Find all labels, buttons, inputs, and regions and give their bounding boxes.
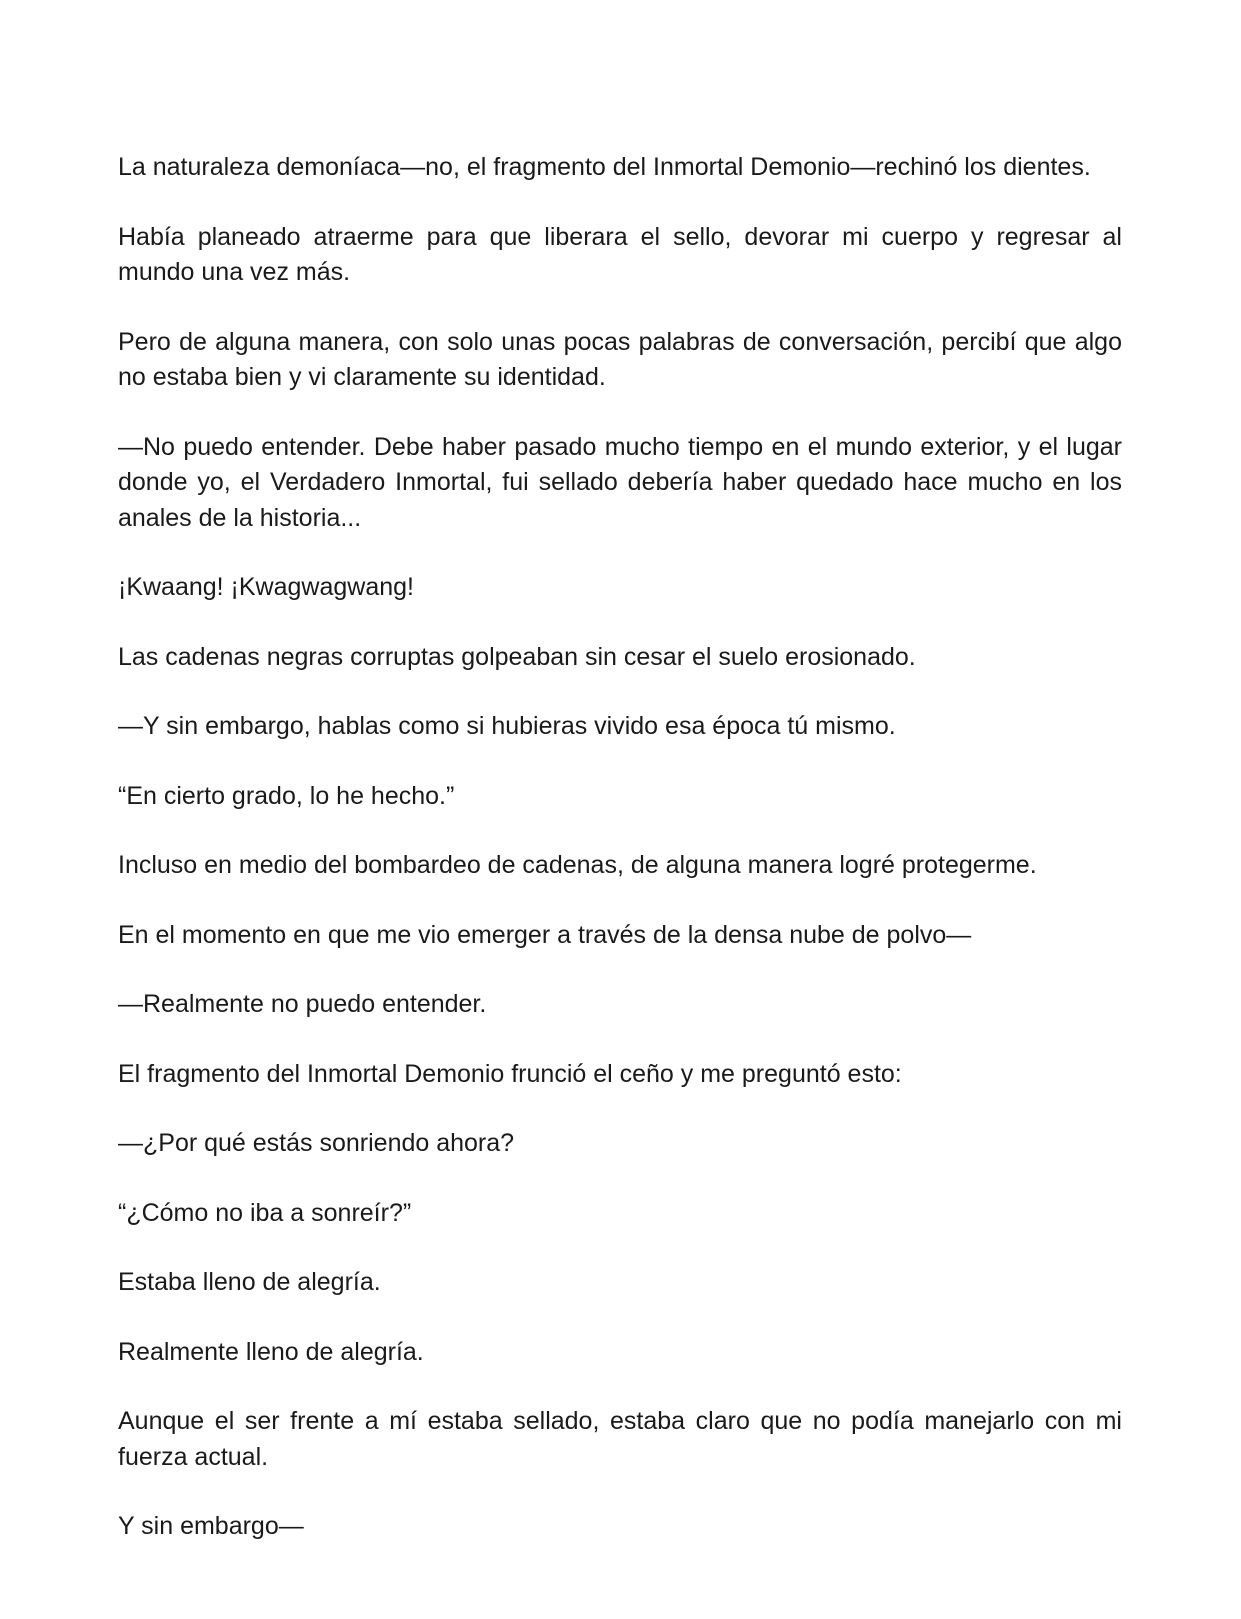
paragraph: “¿Cómo no iba a sonreír?”	[118, 1198, 412, 1227]
paragraph: Las cadenas negras corruptas golpeaban sin cesar el suelo erosionado.	[118, 642, 916, 671]
paragraph: El fragmento del Inmortal Demonio frunció el ceño y me preguntó esto:	[118, 1059, 902, 1088]
paragraph: Estaba lleno de alegría.	[118, 1268, 381, 1296]
paragraph: —Realmente no puedo entender.	[118, 990, 487, 1018]
paragraph: ¡Kwaang! ¡Kwagwagwang!	[118, 573, 414, 601]
paragraph: Aunque el ser frente a mí estaba sellado, estaba claro que no podía manejarlo con mi fuerza actual.	[118, 1407, 1122, 1471]
paragraph: Realmente lleno de alegría.	[118, 1337, 424, 1366]
paragraph: “En cierto grado, lo he hecho.”	[118, 781, 455, 810]
paragraph: —No puedo entender. Debe haber pasado mucho tiempo en el mundo exterior, y el lugar donde yo, el Verdadero Inmortal, fui sellado debería haber quedado hace mucho en los anales de la historia...	[118, 432, 1122, 532]
paragraph: Y sin embargo—	[118, 1512, 304, 1540]
paragraph: Había planeado atraerme para que liberara el sello, devorar mi cuerpo y regresar al mundo una vez más.	[118, 222, 1122, 286]
paragraph: Pero de alguna manera, con solo unas pocas palabras de conversación, percibí que algo no estaba bien y vi claramente su identidad.	[118, 327, 1122, 391]
paragraph: En el momento en que me vio emerger a través de la densa nube de polvo—	[118, 920, 972, 949]
paragraph: —¿Por qué estás sonriendo ahora?	[118, 1129, 515, 1157]
paragraph: —Y sin embargo, hablas como si hubieras vivido esa época tú mismo.	[118, 712, 896, 740]
paragraph: La naturaleza demoníaca—no, el fragmento del Inmortal Demonio—rechinó los dientes.	[118, 153, 1091, 181]
document-body	[118, 150, 1122, 1545]
paragraph: Incluso en medio del bombardeo de cadenas, de alguna manera logré protegerme.	[118, 851, 1037, 879]
